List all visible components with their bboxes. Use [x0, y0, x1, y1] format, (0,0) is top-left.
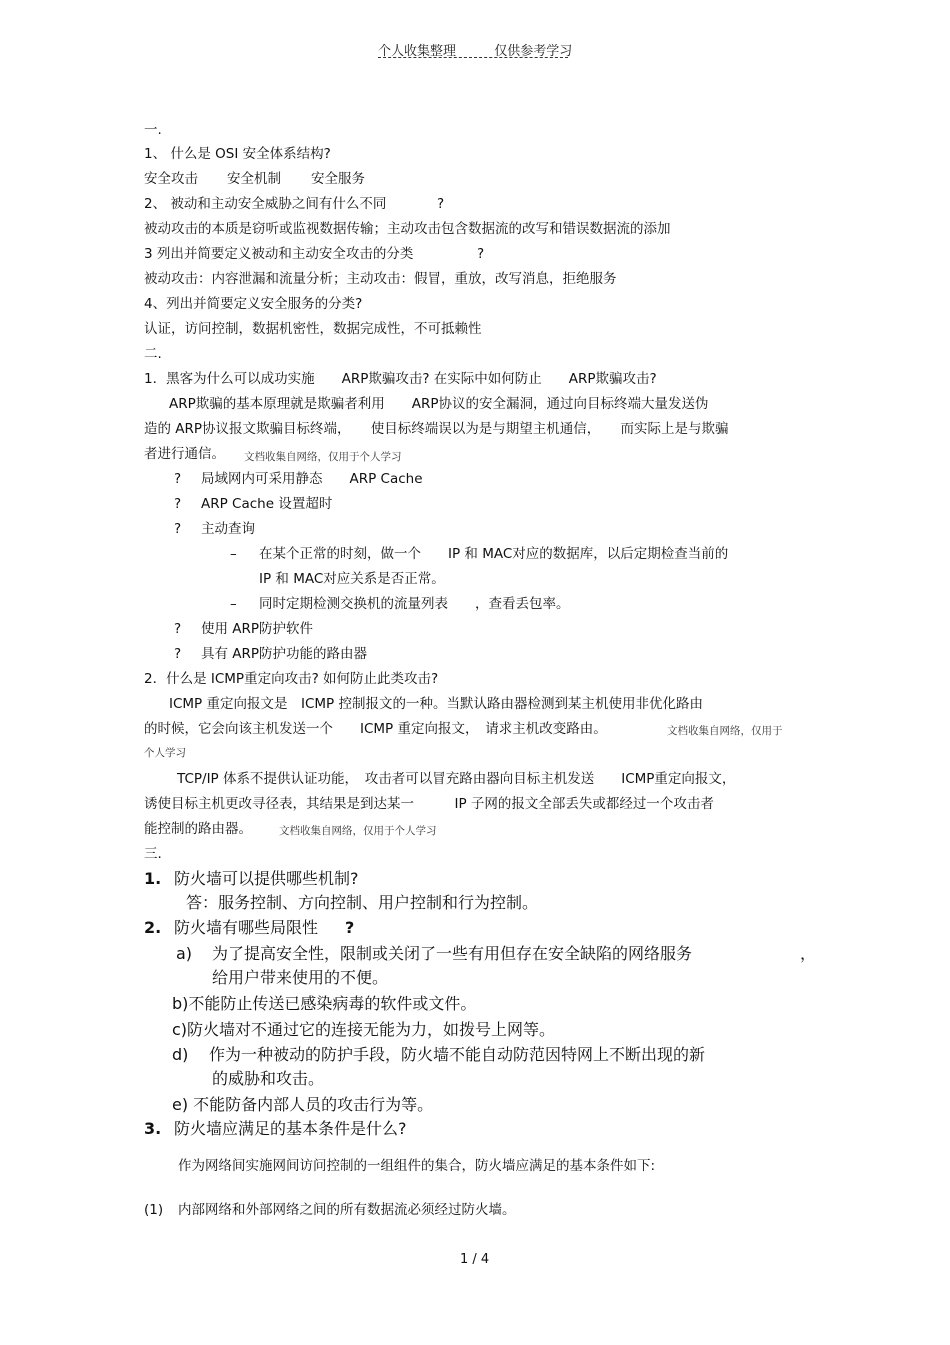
s1-question-3-mark: ?: [477, 246, 485, 262]
s2-question-1: 1．黑客为什么可以成功实施 ARP欺骗攻击? 在实际中如何防止 ARP欺骗攻击?: [144, 371, 657, 387]
s2-sub-1-line-1: 在某个正常的时刻，做一个 IP 和 MAC对应的数据库，以后定期检查当前的: [259, 546, 729, 562]
s3-item-d-line-1: 作为一种被动的防护手段，防火墙不能自动防范因特网上不断出现的新: [209, 1045, 706, 1064]
s2-para-2-line-2: 的时候，它会向该主机发送一个 ICMP 重定向报文， 请求主机改变路由。: [144, 721, 607, 737]
s3-item-a-line-2: 给用户带来使用的不便。: [212, 968, 389, 987]
bullet-icon: ?: [174, 471, 182, 487]
s2-para-2-line-3: 个人学习: [144, 747, 186, 759]
s2-sub-2: 同时定期检测交换机的流量列表 ，查看丢包率。: [259, 596, 570, 612]
dash-icon: –: [230, 546, 237, 562]
s2-para-1-line-2: 造的 ARP协议报文欺骗目标终端， 使目标终端误以为是与期望主机通信， 而实际上是与欺骗: [144, 421, 729, 437]
s2-bullet-5: 具有 ARP防护功能的路由器: [201, 646, 368, 662]
s3-item-d-line-2: 的威胁和攻击。: [212, 1069, 325, 1088]
s1-question-2: 2、 被动和主动安全威胁之间有什么不同: [144, 196, 387, 212]
s3-item-c: c)防火墙对不通过它的连接无能为力，如拨号上网等。: [172, 1020, 556, 1039]
s2-sub-1-line-2: IP 和 MAC对应关系是否正常。: [259, 571, 445, 587]
s1-answer-1-c: 安全服务: [311, 171, 365, 187]
s2-bullet-2: ARP Cache 设置超时: [201, 496, 333, 512]
s2-para-3-line-2: 诱使目标主机更改寻径表，其结果是到达某一 IP 子网的报文全部丢失或都经过一个攻击者: [144, 796, 714, 812]
s3-question-2: 防火墙有哪些局限性: [174, 918, 319, 937]
s2-para-1-line-1: ARP欺骗的基本原理就是欺骗者利用 ARP协议的安全漏洞，通过向目标终端大量发送伪: [169, 396, 709, 412]
s2-para-3-note: 文档收集自网络，仅用于个人学习: [279, 825, 437, 837]
s3-question-2-mark: ?: [345, 918, 355, 937]
page-number: 1 / 4: [460, 1252, 490, 1267]
s2-question-2: 2．什么是 ICMP重定向攻击? 如何防止此类攻击?: [144, 671, 439, 687]
s2-bullet-4: 使用 ARP防护软件: [201, 621, 314, 637]
s3-item-a-label: a): [176, 944, 193, 963]
s1-answer-1-a: 安全攻击: [144, 171, 198, 187]
header-rule: [378, 57, 568, 58]
s3-q1-number: 1.: [144, 869, 162, 888]
s1-answer-3: 被动攻击：内容泄漏和流量分析；主动攻击：假冒，重放，改写消息，拒绝服务: [144, 271, 617, 287]
s3-question-1: 防火墙可以提供哪些机制?: [174, 869, 359, 888]
s3-question-3: 防火墙应满足的基本条件是什么?: [174, 1119, 407, 1138]
bullet-icon: ?: [174, 646, 182, 662]
s1-question-1: 1、 什么是 OSI 安全体系结构?: [144, 146, 331, 162]
s3-item-a-comma: ，: [800, 944, 817, 963]
s1-answer-2: 被动攻击的本质是窃听或监视数据传输；主动攻击包含数据流的改写和错误数据流的添加: [144, 221, 671, 237]
dash-icon: –: [230, 596, 237, 612]
s2-bullet-1: 局域网内可采用静态 ARP Cache: [201, 471, 423, 487]
s2-para-1-note: 文档收集自网络，仅用于个人学习: [244, 451, 402, 463]
bullet-icon: ?: [174, 521, 182, 537]
s3-intro: 作为网络间实施网间访问控制的一组组件的集合，防火墙应满足的基本条件如下:: [178, 1158, 656, 1174]
s1-question-2-mark: ?: [437, 196, 445, 212]
s1-answer-1-b: 安全机制: [227, 171, 281, 187]
s3-condition-1-label: (1): [144, 1202, 164, 1218]
s2-para-2-note: 文档收集自网络，仅用于: [667, 725, 783, 737]
bullet-icon: ?: [174, 496, 182, 512]
s3-item-b: b)不能防止传送已感染病毒的软件或文件。: [172, 994, 477, 1013]
s3-item-a-line-1: 为了提高安全性，限制或关闭了一些有用但存在安全缺陷的网络服务: [212, 944, 693, 963]
s3-q3-number: 3.: [144, 1119, 162, 1138]
s1-question-3: 3 列出并简要定义被动和主动安全攻击的分类: [144, 246, 414, 262]
s1-answer-4: 认证，访问控制，数据机密性，数据完成性，不可抵赖性: [144, 321, 482, 337]
section-1-heading: 一.: [144, 122, 162, 138]
s3-q2-number: 2.: [144, 918, 162, 937]
s3-item-e: e) 不能防备内部人员的攻击行为等。: [172, 1095, 434, 1114]
s2-para-2-line-1: ICMP 重定向报文是 ICMP 控制报文的一种。当默认路由器检测到某主机使用非优化路由: [169, 696, 703, 712]
s3-answer-1: 答：服务控制、方向控制、用户控制和行为控制。: [186, 893, 539, 912]
s2-para-3-line-3: 能控制的路由器。: [144, 821, 252, 837]
section-2-heading: 二.: [144, 346, 162, 362]
s2-para-1-line-3: 者进行通信。: [144, 446, 225, 462]
s2-bullet-3: 主动查询: [201, 521, 255, 537]
header-right: 仅供参考学习: [494, 44, 573, 59]
bullet-icon: ?: [174, 621, 182, 637]
header-left: 个人收集整理: [378, 44, 457, 59]
s1-question-4: 4、列出并简要定义安全服务的分类?: [144, 296, 363, 312]
section-3-heading: 三.: [144, 846, 162, 862]
s3-item-d-label: d): [172, 1045, 189, 1064]
s2-para-3-line-1: TCP/IP 体系不提供认证功能， 攻击者可以冒充路由器向目标主机发送 ICMP重定向报文，: [177, 771, 736, 787]
s3-condition-1: 内部网络和外部网络之间的所有数据流必须经过防火墙。: [178, 1202, 516, 1218]
